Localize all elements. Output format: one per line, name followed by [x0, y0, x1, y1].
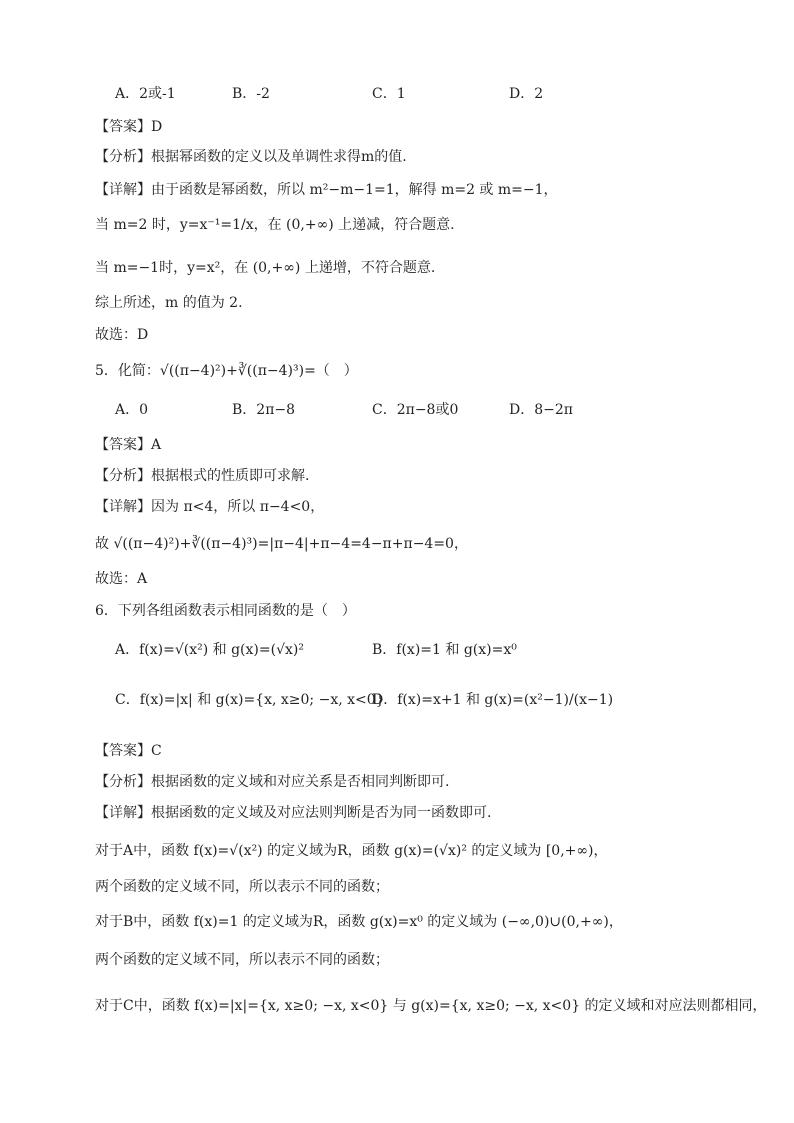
q6-detail-4: 对于B中，函数 f(x)=1 的定义域为R，函数 g(x)=x⁰ 的定义域为 (−∞,0)∪(0,+∞)，	[95, 914, 623, 930]
q5-detail-line-1	[95, 497, 324, 517]
q6-detail-line-1	[95, 803, 491, 823]
analysis-tag: 【分析】	[95, 468, 151, 484]
q4-option-a: A．2或-1	[115, 86, 176, 102]
q5-option-c: C．2π−8或0	[372, 402, 459, 418]
detail-tag: 【详解】	[95, 182, 151, 198]
q4-detail-1: 由于函数是幂函数，所以 m²−m−1=1，解得 m=2 或 m=−1，	[151, 182, 558, 198]
q6-stem: 6．下列各组函数表示相同函数的是（ ）	[95, 603, 356, 619]
q6-option-d: D．f(x)=x+1 和 g(x)=(x²−1)/(x−1)	[372, 692, 614, 708]
q6-detail-5: 两个函数的定义域不同，所以表示不同的函数；	[95, 952, 389, 968]
q5-choice: 故选：A	[95, 571, 148, 587]
q5-analysis-line	[95, 466, 309, 486]
q6-detail-2: 对于A中，函数 f(x)=√(x²) 的定义域为R，函数 g(x)=(√x)² 的定义域为 [0,+∞)，	[95, 843, 608, 859]
answer-tag: 【答案】	[95, 743, 151, 759]
q5-stem: 5．化简：√((π−4)²)+∛((π−4)³)=（ ）	[95, 363, 358, 379]
q5-analysis: 根据根式的性质即可求解.	[151, 468, 310, 484]
q4-analysis-line	[95, 147, 407, 167]
q5-option-d: D．8−2π	[509, 402, 573, 418]
analysis-tag: 【分析】	[95, 774, 151, 790]
answer-tag: 【答案】	[95, 437, 151, 453]
q6-detail-6: 对于C中，函数 f(x)=|x|={x, x≥0; −x, x<0} 与 g(x)={x, x≥0; −x, x<0} 的定义域和对应法则都相同，	[95, 998, 767, 1014]
detail-tag: 【详解】	[95, 499, 151, 515]
q4-option-d: D．2	[509, 86, 544, 102]
q6-answer: C	[151, 743, 162, 759]
detail-tag: 【详解】	[95, 805, 151, 821]
q5-option-b: B．2π−8	[232, 402, 296, 418]
q6-answer-line	[95, 741, 162, 761]
q4-answer: D	[151, 119, 163, 135]
q6-option-b: B．f(x)=1 和 g(x)=x⁰	[372, 642, 517, 658]
q5-detail-2: 故 √((π−4)²)+∛((π−4)³)=|π−4|+π−4=4−π+π−4=0，	[95, 536, 468, 552]
q6-option-c: C．f(x)=|x| 和 g(x)={x, x≥0; −x, x<0}	[115, 692, 385, 708]
q4-analysis: 根据幂函数的定义以及单调性求得m的值.	[151, 149, 407, 165]
q4-detail-4: 综上所述，m 的值为 2.	[95, 295, 243, 311]
q6-detail-1: 根据函数的定义域及对应法则判断是否为同一函数即可.	[151, 805, 492, 821]
analysis-tag: 【分析】	[95, 149, 151, 165]
q4-detail-2: 当 m=2 时，y=x⁻¹=1/x，在 (0,+∞) 上递减，符合题意.	[95, 217, 455, 233]
q5-answer-line	[95, 435, 161, 455]
q5-detail-1: 因为 π<4，所以 π−4<0，	[151, 499, 325, 515]
answer-tag: 【答案】	[95, 119, 151, 135]
q4-option-c: C．1	[372, 86, 406, 102]
q4-answer-line	[95, 117, 162, 137]
q6-analysis-line	[95, 772, 449, 792]
q5-option-a: A．0	[115, 402, 149, 418]
q6-analysis: 根据函数的定义域和对应关系是否相同判断即可.	[151, 774, 450, 790]
q4-detail-line-1	[95, 180, 558, 200]
q4-option-b: B．-2	[232, 86, 270, 102]
q6-detail-3: 两个函数的定义域不同，所以表示不同的函数；	[95, 879, 389, 895]
q4-detail-3: 当 m=−1时，y=x²，在 (0,+∞) 上递增，不符合题意.	[95, 260, 436, 276]
q6-option-a: A．f(x)=√(x²) 和 g(x)=(√x)²	[115, 642, 304, 658]
q4-choice: 故选：D	[95, 327, 149, 343]
q5-answer: A	[151, 437, 162, 453]
